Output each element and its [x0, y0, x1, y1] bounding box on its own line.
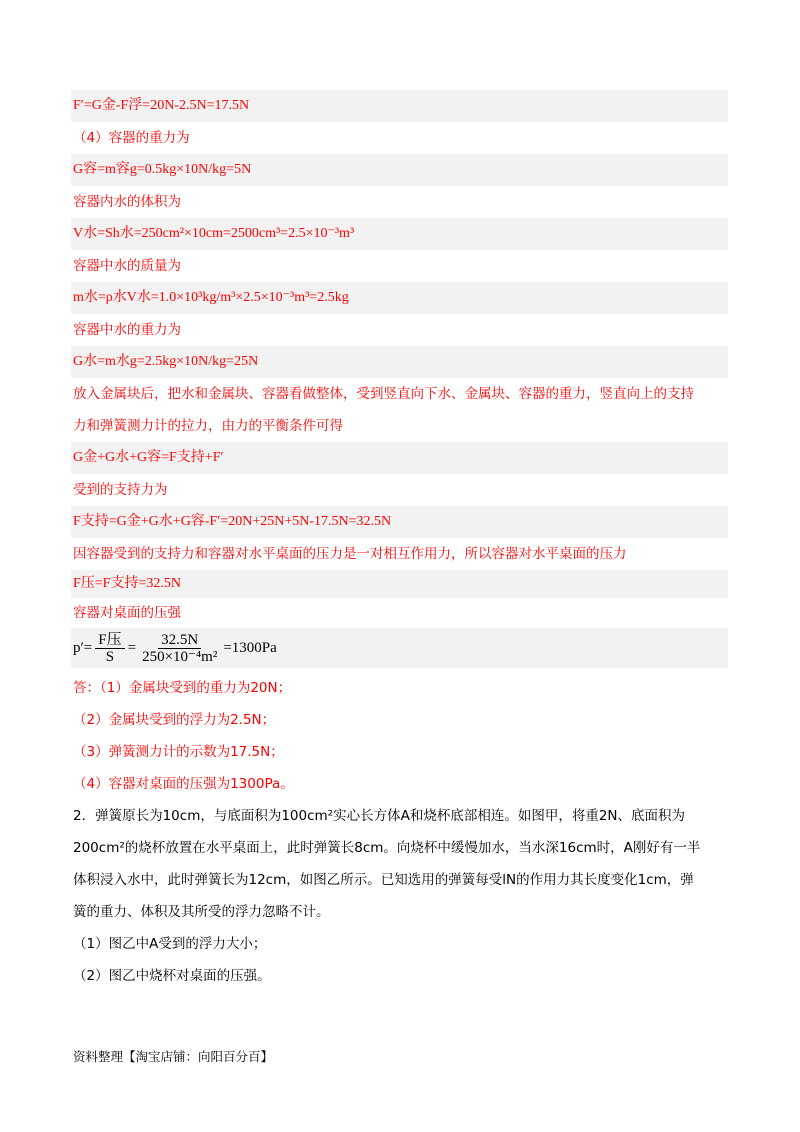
step-support-force: 受到的支持力为: [73, 482, 168, 498]
text-row-6: [73, 250, 728, 282]
formula-row-3: [71, 154, 728, 186]
problem-2-text-3: 体积浸入水中，此时弹簧长为12cm，如图乙所示。已知选用的弹簧每受lN的作用力其长度变化1cm，弹: [73, 872, 694, 888]
step-water-mass: 容器中水的质量为: [73, 258, 181, 274]
formula-row-15: [71, 570, 728, 598]
formula-water-volume: V水=Sh水=250cm²×10cm=2500cm³=2.5×10⁻³m³: [73, 226, 355, 241]
text-row-10b: [73, 410, 728, 442]
formula-row-1: [71, 90, 728, 122]
step-water-volume: 容器内水的体积为: [73, 194, 181, 210]
fraction-numeric-numerator: 32.5N: [158, 632, 201, 649]
step-whole-system: 放入金属块后，把水和金属块、容器看做整体，受到竖直向下水、金属块、容器的重力，竖直向上的支持: [73, 386, 694, 402]
formula-support-force: F支持=G金+G水+G容-F′=20N+25N+5N-17.5N=32.5N: [73, 514, 392, 529]
fraction-numeric-denominator: 250×10⁻⁴m²: [142, 648, 218, 665]
problem-2-line-1: [73, 800, 728, 832]
pressure-result: =1300Pa: [223, 639, 277, 656]
answer-3: （3）弹簧测力计的示数为17.5N；: [73, 744, 284, 760]
text-row-10a: [73, 378, 728, 410]
question-1-text: （1）图乙中A受到的浮力大小；: [73, 936, 267, 952]
pressure-lhs: p′=: [73, 639, 93, 656]
answer-row-2: [73, 704, 728, 736]
formula-row-7: [71, 282, 728, 314]
problem-2-text-4: 簧的重力、体积及其所受的浮力忽略不计。: [73, 904, 330, 920]
problem-2-question-2: [73, 960, 728, 992]
text-row-4: [73, 186, 728, 218]
formula-row-5: [71, 218, 728, 250]
formula-balance: G金+G水+G容=F支持+F′: [73, 450, 224, 465]
problem-2-question-1: [73, 928, 728, 960]
page-footer: 资料整理【淘宝店铺：向阳百分百】: [73, 1049, 274, 1064]
formula-water-weight: G水=m水g=2.5kg×10N/kg=25N: [73, 354, 259, 369]
formula-row-11: [71, 442, 728, 474]
formula-water-mass: m水=ρ水V水=1.0×10³kg/m³×2.5×10⁻³m³=2.5kg: [73, 290, 349, 305]
question-2-text: （2）图乙中烧杯对桌面的压强。: [73, 968, 271, 984]
step-pressure: 容器对桌面的压强: [73, 605, 181, 621]
problem-2: [73, 800, 728, 992]
formula-pressure-fraction: [71, 628, 728, 668]
formula-pressure-force: F压=F支持=32.5N: [73, 576, 181, 591]
answer-2: （2）金属块受到的浮力为2.5N；: [73, 712, 276, 728]
fraction-numeric: [139, 632, 220, 665]
formula-row-9: [71, 346, 728, 378]
page-content: [73, 90, 728, 992]
answer-4: （4）容器对桌面的压强为1300Pa。: [73, 776, 294, 792]
answer-row-1: [73, 672, 728, 704]
equals-sign: =: [127, 639, 137, 656]
text-row-14: [73, 538, 728, 570]
text-row-16: [73, 598, 728, 628]
problem-2-line-2: [73, 832, 728, 864]
text-row-2: [73, 122, 728, 154]
step-container-weight: （4）容器的重力为: [73, 130, 190, 146]
formula-container-weight: G容=m容g=0.5kg×10N/kg=5N: [73, 162, 252, 177]
step-water-weight: 容器中水的重力为: [73, 322, 181, 338]
answer-1: 答：（1）金属块受到的重力为20N；: [73, 680, 292, 696]
fraction-symbolic: [95, 632, 124, 665]
fraction-symbolic-denominator: S: [105, 648, 115, 665]
problem-2-line-3: [73, 864, 728, 896]
problem-2-text-2: 200cm²的烧杯放置在水平桌面上，此时弹簧长8cm。向烧杯中缓慢加水，当水深16cm时，A刚好有一半: [73, 840, 701, 856]
answer-row-4: [73, 768, 728, 800]
problem-2-line-4: [73, 896, 728, 928]
formula-row-13: [71, 506, 728, 538]
text-row-8: [73, 314, 728, 346]
problem-2-text-1: 2．弹簧原长为10cm，与底面积为100cm²实心长方体A和烧杯底部相连。如图甲，将重2N、底面积为: [73, 808, 686, 824]
fraction-symbolic-numerator: F压: [95, 632, 124, 649]
step-action-reaction: 因容器受到的支持力和容器对水平桌面的压力是一对相互作用力，所以容器对水平桌面的压力: [73, 546, 627, 562]
step-whole-system-cont: 力和弹簧测力计的拉力，由力的平衡条件可得: [73, 418, 343, 434]
text-row-12: [73, 474, 728, 506]
answer-row-3: [73, 736, 728, 768]
formula-tension: F′=G金-F浮=20N-2.5N=17.5N: [73, 98, 250, 113]
